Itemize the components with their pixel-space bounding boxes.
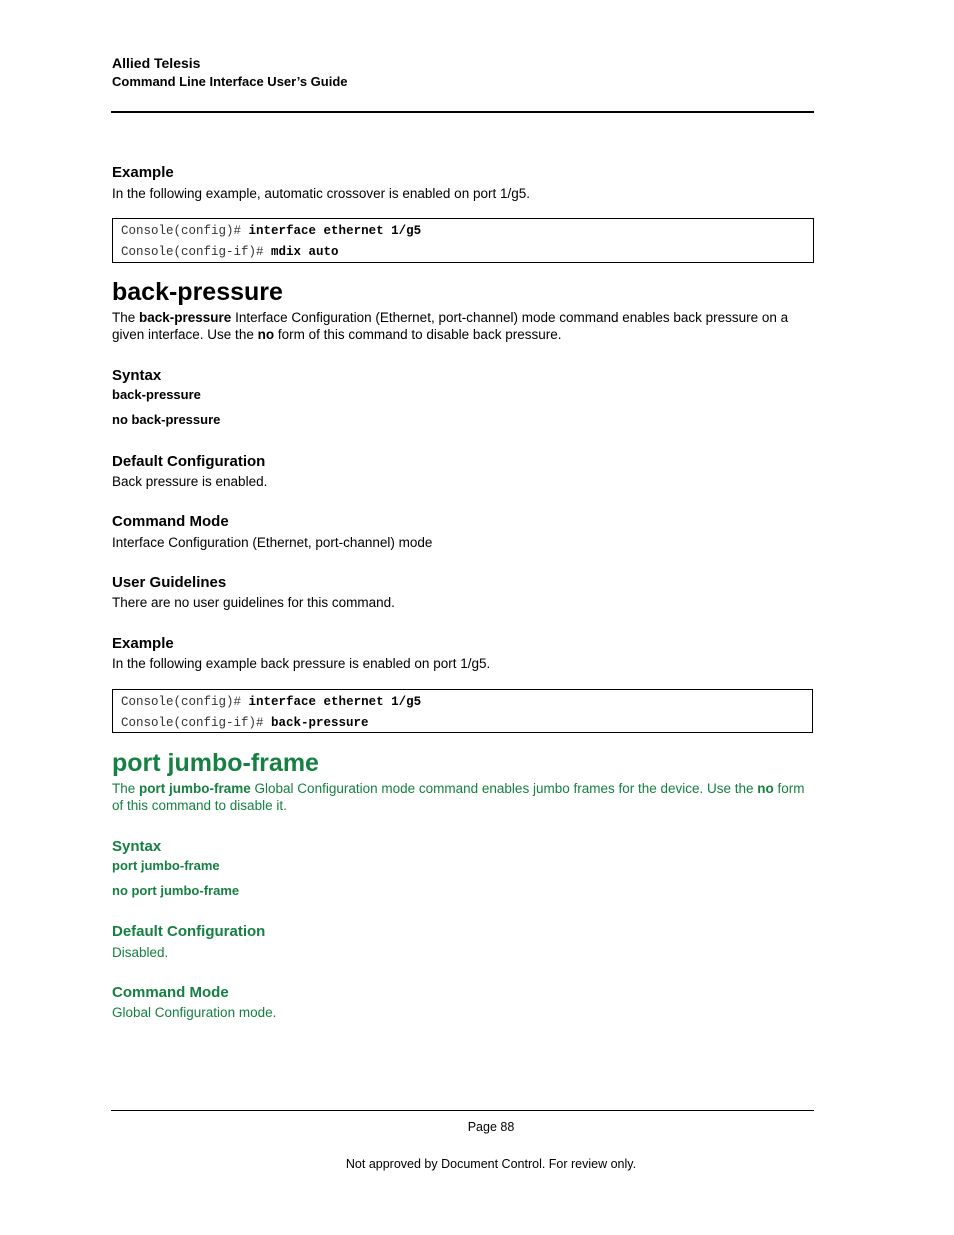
guide-title: Command Line Interface User’s Guide xyxy=(112,74,348,89)
review-notice: Not approved by Document Control. For review only. xyxy=(345,1157,637,1171)
section-title-back-pressure: back-pressure xyxy=(112,278,283,306)
syntax-heading: Syntax xyxy=(112,838,162,855)
desc-command: back-pressure xyxy=(139,310,232,325)
example-text: In the following example, automatic crossover is enabled on port 1/g5. xyxy=(112,186,530,201)
user-guidelines-heading: User Guidelines xyxy=(112,574,227,591)
code-line xyxy=(121,713,804,734)
header-divider xyxy=(111,111,814,113)
code-command: interface ethernet 1/g5 xyxy=(248,695,422,709)
desc-no: no xyxy=(757,781,774,796)
user-guidelines-text: There are no user guidelines for this command. xyxy=(112,595,395,610)
command-mode-heading: Command Mode xyxy=(112,513,229,530)
footer-divider xyxy=(111,1110,814,1111)
section-title-port-jumbo-frame: port jumbo-frame xyxy=(112,749,319,777)
section-description xyxy=(112,309,814,343)
code-command: interface ethernet 1/g5 xyxy=(248,224,422,238)
command-mode-text: Interface Configuration (Ethernet, port-channel) mode xyxy=(112,535,433,550)
syntax-heading: Syntax xyxy=(112,367,162,384)
code-line xyxy=(121,221,805,242)
desc-text: Global Configuration mode command enables jumbo frames for the device. Use the xyxy=(250,781,758,796)
default-config-heading: Default Configuration xyxy=(112,453,266,470)
desc-text: The xyxy=(112,781,140,796)
page-number: Page 88 xyxy=(467,1120,515,1134)
desc-text: Interface Configuration (Ethernet, port-channel) mode command enables back pressure on a given interface. Use the xyxy=(112,310,789,342)
desc-text: form of this command to disable back pressure. xyxy=(274,327,562,342)
example-heading: Example xyxy=(112,164,174,181)
company-name: Allied Telesis xyxy=(112,55,201,71)
code-prompt: Console(config)# xyxy=(121,695,242,709)
code-block xyxy=(112,689,813,733)
example-text: In the following example back pressure is enabled on port 1/g5. xyxy=(112,656,491,671)
code-prompt: Console(config-if)# xyxy=(121,715,264,730)
command-mode-heading: Command Mode xyxy=(112,984,229,1001)
example-heading: Example xyxy=(112,635,174,652)
default-config-heading: Default Configuration xyxy=(112,923,266,940)
default-config-text: Disabled. xyxy=(112,945,169,960)
section-description xyxy=(112,780,814,814)
syntax-line: no port jumbo-frame xyxy=(112,883,240,898)
code-prompt: Console(config-if)# xyxy=(121,244,264,259)
syntax-line: back-pressure xyxy=(112,387,201,402)
code-block xyxy=(112,218,814,263)
desc-text: form of this command to disable it. xyxy=(112,781,805,813)
code-command: back-pressure xyxy=(271,715,369,730)
desc-text: The xyxy=(112,310,140,325)
command-mode-text: Global Configuration mode. xyxy=(112,1005,277,1020)
code-command: mdix auto xyxy=(271,244,339,259)
desc-command: port jumbo-frame xyxy=(139,781,251,796)
code-prompt: Console(config)# xyxy=(121,224,242,238)
syntax-line: no back-pressure xyxy=(112,412,221,427)
desc-no: no xyxy=(257,327,275,342)
syntax-line: port jumbo-frame xyxy=(112,858,220,873)
default-config-text: Back pressure is enabled. xyxy=(112,474,268,489)
code-line xyxy=(121,242,805,263)
code-line xyxy=(121,692,804,713)
